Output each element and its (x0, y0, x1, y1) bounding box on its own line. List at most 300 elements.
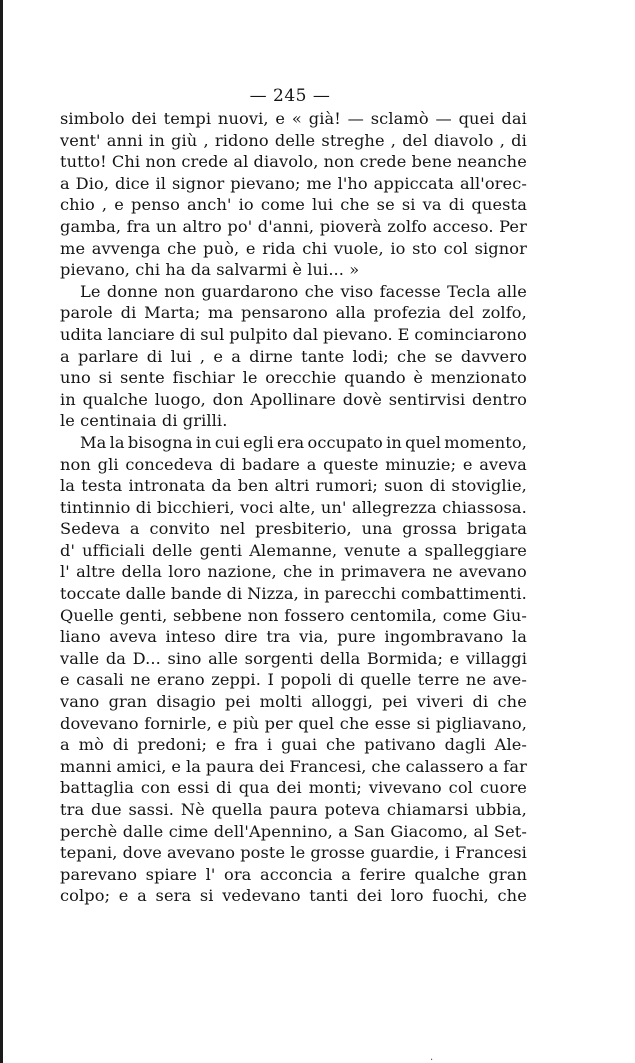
word: alte, (279, 497, 316, 517)
word: cui (214, 432, 240, 452)
word: un (155, 216, 177, 236)
word: da (211, 476, 232, 496)
word: era (277, 432, 305, 452)
word: amici, (116, 756, 167, 776)
word: cime (168, 821, 209, 841)
word: pulpito (229, 324, 288, 344)
word: e (118, 886, 129, 906)
word: si (416, 713, 431, 733)
word: dalle (122, 821, 164, 841)
word: — (347, 109, 364, 128)
word: a (488, 756, 499, 776)
word: perchè (60, 821, 118, 841)
word: le (242, 368, 258, 388)
word: sentirvisi (388, 389, 466, 409)
word: della (121, 562, 162, 582)
word: casali (76, 670, 124, 690)
word: concedeva (125, 454, 213, 474)
word: alle (208, 648, 239, 668)
word: pei (225, 692, 251, 712)
word: avvenga (91, 238, 161, 258)
word: dai (501, 109, 527, 128)
word: e (114, 195, 124, 215)
word: paura (205, 756, 255, 776)
word: appiccata (373, 173, 455, 193)
word: avevano (458, 562, 527, 582)
word: Bormida; (366, 648, 444, 668)
word: lui (170, 346, 192, 366)
word: fuochi, (432, 886, 489, 906)
word: mò (78, 735, 104, 755)
word: via, (299, 627, 329, 647)
word: a (306, 454, 317, 474)
word: sente (119, 368, 165, 388)
word: di (472, 692, 489, 712)
word: bicchieri, (156, 497, 235, 517)
word: chio (60, 195, 95, 215)
word: e (449, 648, 460, 668)
word: me (60, 238, 86, 258)
word: ufficiali (82, 540, 145, 560)
word: minuzie; (385, 454, 457, 474)
word: si (98, 368, 113, 388)
word: genti, (119, 605, 168, 625)
word: di (146, 346, 163, 366)
word: dove (122, 843, 162, 863)
word: tintinnio (60, 497, 131, 517)
text-line (60, 173, 527, 195)
word: occupato (307, 432, 383, 452)
word: sclamò (370, 109, 429, 128)
word: Giacomo, (390, 821, 468, 841)
word: pigliavano, (435, 713, 527, 733)
text-line (60, 713, 527, 735)
word: una (361, 519, 393, 539)
word: chiamarsi (386, 800, 469, 819)
page-number: — 245 — (249, 86, 331, 106)
word: anni (106, 130, 143, 150)
word: pievano. (322, 324, 393, 344)
word: zolfo, (481, 303, 527, 323)
word: po' (227, 216, 253, 236)
word: sorgenti (244, 648, 314, 668)
word: e (213, 346, 224, 366)
word: simbolo (60, 109, 125, 128)
word: cuore (479, 778, 527, 798)
word: che (283, 562, 313, 582)
word: all'orec- (459, 173, 527, 193)
word: già! (308, 109, 341, 128)
word: e (60, 670, 70, 690)
text-line (60, 324, 527, 346)
word: zolfo (387, 216, 428, 236)
word: io (390, 238, 406, 258)
text-line (60, 281, 527, 303)
word: ora (224, 864, 252, 884)
word: che (167, 238, 197, 258)
word: bande (170, 584, 222, 604)
word: bisogna (127, 432, 193, 452)
word: I (267, 670, 274, 690)
word: sera (155, 886, 192, 906)
text-line (60, 734, 527, 756)
word: di (161, 411, 178, 431)
word: momento, (444, 432, 527, 452)
word: come (442, 605, 487, 625)
word: vent' (60, 130, 101, 150)
word: anch' (187, 195, 232, 215)
word: aveva (479, 454, 527, 474)
word: avevano (167, 843, 236, 863)
word: tanti (309, 886, 349, 906)
word: « (291, 109, 302, 128)
word: gamba, (60, 216, 122, 236)
word: sebbene (173, 605, 242, 625)
word: Apollinare (250, 389, 336, 409)
word: viso (340, 281, 374, 301)
word: poteva (324, 800, 381, 819)
word: Giu- (492, 605, 527, 625)
word: a (60, 173, 70, 193)
word: esse (374, 713, 411, 733)
word: dire (224, 627, 258, 647)
word: nuovi, (217, 109, 269, 128)
text-line (60, 821, 527, 843)
word: battaglia (60, 778, 134, 798)
word: , (101, 195, 108, 215)
word: i (444, 843, 450, 863)
word: a (137, 886, 147, 906)
word: ridono (214, 130, 269, 150)
word: e (245, 238, 256, 258)
text-line (60, 238, 527, 260)
word: tra (266, 627, 291, 647)
word: pievano, (60, 260, 131, 280)
word: a (60, 346, 70, 366)
word: in (60, 389, 76, 409)
word: di (135, 497, 152, 517)
body-text (60, 108, 527, 907)
word: ben (237, 476, 269, 496)
word: pioverà (319, 216, 382, 236)
word: quelle (360, 670, 412, 690)
word: centomila, (350, 605, 437, 625)
word: guardarono (201, 281, 299, 301)
word: udita (60, 324, 103, 344)
word: da (105, 648, 127, 668)
text-line (60, 583, 527, 605)
word: del (402, 130, 428, 150)
word: è (413, 368, 424, 388)
word: quel (405, 432, 442, 452)
word: nazione, (207, 562, 277, 582)
word: dei (131, 109, 157, 128)
word: Tecla (447, 281, 491, 301)
word: a (231, 346, 241, 366)
word: della (319, 648, 361, 668)
word: quella (211, 800, 263, 819)
word: al (233, 152, 249, 172)
word: e (215, 735, 226, 755)
word: menzionato (430, 368, 527, 388)
word: lanciare (107, 324, 175, 344)
word: dal (292, 324, 319, 344)
word: la (185, 756, 201, 776)
word: tra (60, 800, 85, 819)
word: ne (130, 670, 151, 690)
word: cominciarono (414, 324, 527, 344)
word: inteso (165, 627, 216, 647)
word: Per (499, 216, 527, 236)
word: d'anni, (257, 216, 315, 236)
word: centinaia (80, 411, 157, 431)
word: la (60, 476, 76, 496)
word: dalle (125, 584, 167, 604)
word: guai (281, 735, 318, 755)
word: di (112, 735, 129, 755)
word: nel (219, 519, 246, 539)
word: predoni; (137, 735, 208, 755)
word: a (129, 519, 140, 539)
text-line (60, 799, 527, 821)
text-line (60, 497, 527, 519)
text-line (60, 454, 527, 476)
word: » (349, 260, 360, 280)
word: genti (199, 540, 243, 560)
word: aveva (109, 627, 157, 647)
word: queste (323, 454, 379, 474)
word: far (503, 756, 527, 776)
word: a (60, 735, 70, 755)
word: ne (432, 562, 453, 582)
word: che (326, 735, 356, 755)
word: non (164, 281, 196, 301)
word: del (448, 303, 475, 323)
text-line (60, 302, 527, 324)
word: suon (384, 476, 424, 496)
word: molti (259, 692, 303, 712)
word: è (292, 260, 303, 280)
word: fra (234, 735, 259, 755)
word: vivevano (368, 778, 442, 798)
word: dice (115, 173, 150, 193)
word: delle (152, 540, 193, 560)
word: valle (60, 648, 100, 668)
word: in (195, 432, 212, 452)
word: in (386, 432, 402, 452)
word: Francesi (454, 843, 527, 863)
word: i (267, 735, 273, 755)
word: vedevano (222, 886, 301, 906)
word: non (323, 152, 355, 172)
word: ma (208, 303, 234, 323)
text-line (60, 216, 527, 238)
word: spalleggiare (424, 540, 527, 560)
word: d' (60, 540, 76, 560)
word: terre (417, 670, 460, 690)
word: dei (356, 886, 383, 906)
word: altro (182, 216, 222, 236)
word: non (60, 454, 91, 474)
word: qualche (414, 864, 480, 884)
word: gli (97, 454, 119, 474)
text-line (60, 475, 527, 497)
word: Set- (493, 821, 527, 841)
footer-mark: . (430, 1052, 434, 1063)
word: vano (60, 692, 100, 712)
word: questa (471, 195, 527, 215)
word: parlare (77, 346, 139, 366)
word: col (443, 238, 468, 258)
word: Dio, (75, 173, 110, 193)
word: qua (238, 778, 270, 798)
word: venute (344, 540, 401, 560)
word: dentro (472, 389, 527, 409)
word: viveri (416, 692, 464, 712)
word: quando (344, 368, 406, 388)
word: manni (60, 756, 112, 776)
text-line (60, 864, 527, 886)
text-line (60, 108, 527, 130)
word: facesse (379, 281, 441, 301)
text-line (60, 259, 527, 281)
word: Ale- (494, 735, 527, 755)
word: altre (76, 562, 116, 582)
word: tepani, (60, 843, 118, 863)
word: che (497, 886, 527, 906)
word: qualche (82, 389, 148, 409)
word: dirne (249, 346, 293, 366)
word: parole (60, 303, 113, 323)
word: che (304, 281, 335, 301)
word: uno (60, 368, 91, 388)
word: si (199, 886, 214, 906)
word: donne (106, 281, 158, 301)
word: orecchie (265, 368, 337, 388)
word: disagio (156, 692, 216, 712)
word: a (338, 821, 349, 841)
word: di (219, 454, 236, 474)
word: loro (390, 886, 424, 906)
word: ferire (359, 864, 406, 884)
word: spiare (145, 864, 198, 884)
text-line (60, 518, 527, 540)
text-line (60, 842, 527, 864)
word: colpo; (60, 886, 111, 906)
word: io (238, 195, 254, 215)
word: ingombravano (384, 627, 504, 647)
word: fornirle, (144, 713, 212, 733)
word: villaggi (465, 648, 527, 668)
word: l'ho (337, 173, 368, 193)
word: le (290, 843, 306, 863)
word: pativano (364, 735, 436, 755)
word: voci (240, 497, 274, 517)
word: giù (171, 130, 198, 150)
text-line (60, 151, 527, 173)
word: che (340, 195, 370, 215)
word: stoviglie, (451, 476, 527, 496)
word: Le (80, 281, 101, 301)
word: di (120, 303, 137, 323)
text-line (60, 367, 527, 389)
text-line (60, 648, 527, 670)
word: loro (168, 562, 202, 582)
word: in (149, 130, 165, 150)
text-line (60, 540, 527, 562)
word: toccate (60, 584, 121, 604)
word: come (260, 195, 305, 215)
word: va (422, 195, 442, 215)
word: pensarono (241, 303, 328, 323)
word: a (341, 864, 351, 884)
word: fossero (284, 605, 345, 625)
word: a (407, 540, 418, 560)
word: — (435, 109, 452, 128)
text-line (60, 130, 527, 152)
word: di (179, 324, 196, 344)
text-line (60, 777, 527, 799)
word: badare (242, 454, 300, 474)
word: lui (312, 195, 334, 215)
word: Ma (80, 432, 107, 452)
word: me (306, 173, 332, 193)
word: convito (149, 519, 210, 539)
word: per (264, 713, 293, 733)
word: egli (243, 432, 274, 452)
text-line (60, 626, 527, 648)
word: pievano; (230, 173, 301, 193)
word: diavolo (433, 130, 494, 150)
word: ne (465, 670, 487, 690)
word: San (353, 821, 385, 841)
word: pei (382, 692, 408, 712)
word: al (473, 821, 489, 841)
word: liano (60, 627, 101, 647)
word: davvero (460, 346, 527, 366)
word: l' (205, 864, 216, 884)
word: crede (181, 152, 229, 172)
word: testa (81, 476, 123, 496)
word: da (190, 260, 212, 280)
word: lodi; (352, 346, 389, 366)
word: dovevano (60, 713, 139, 733)
word: ave- (492, 670, 527, 690)
word: di (511, 130, 527, 150)
word: che (397, 346, 427, 366)
word: due (91, 800, 122, 819)
text-line (60, 669, 527, 691)
word: luogo, (154, 389, 206, 409)
word: penso (131, 195, 180, 215)
word: parecchi (324, 584, 397, 604)
word: che (371, 756, 401, 776)
word: poste (240, 843, 286, 863)
word: dei (276, 778, 302, 798)
word: , (390, 130, 397, 150)
word: tempi (163, 109, 212, 128)
word: pure (337, 627, 376, 647)
word: di (216, 778, 232, 798)
word: ha (165, 260, 186, 280)
word: sassi. (128, 800, 174, 819)
word: di (429, 476, 446, 496)
word: chi (302, 238, 328, 258)
word: e (171, 756, 182, 776)
word: non (247, 605, 279, 625)
word: può, (203, 238, 240, 258)
word: intronata (128, 476, 206, 496)
